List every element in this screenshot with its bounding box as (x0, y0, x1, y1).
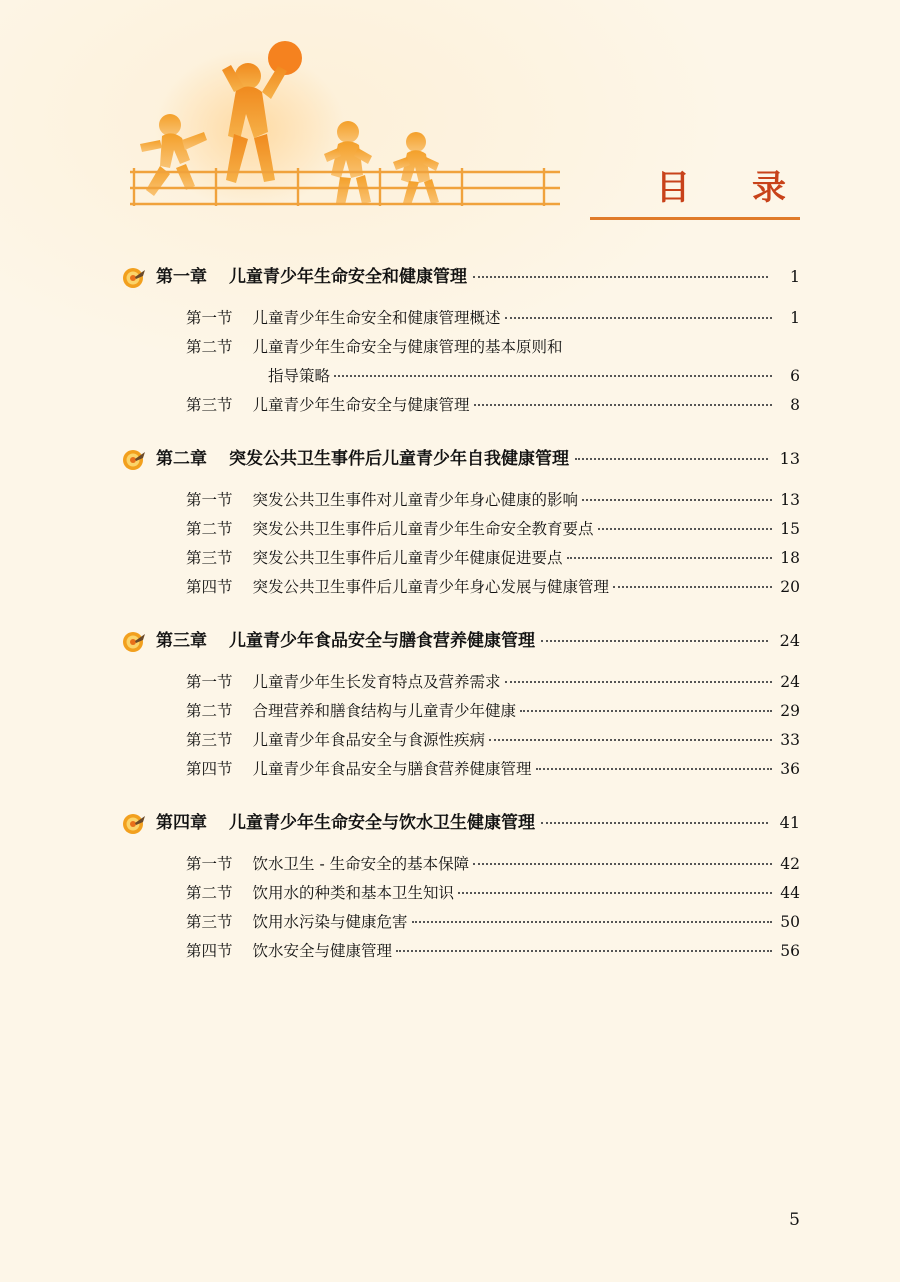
toc-section-group (0, 852, 900, 968)
section-title: 儿童青少年生长发育特点及营养需求 (252, 673, 501, 691)
section-number: 第二节 (186, 520, 233, 538)
chapter-page-number: 1 (789, 267, 800, 286)
figure-standing-right-2 (393, 132, 439, 205)
toc-section-group (0, 306, 900, 422)
section-page-number: 13 (780, 491, 800, 509)
toc-section-entry[interactable] (0, 939, 900, 968)
chapter-title: 突发公共卫生事件后儿童青少年自我健康管理 (229, 449, 569, 469)
toc-section-entry[interactable] (0, 852, 900, 881)
page-title (590, 160, 800, 220)
section-title: 饮水安全与健康管理 (252, 942, 393, 960)
section-title: 突发公共卫生事件后儿童青少年健康促进要点 (252, 549, 563, 567)
chapter-title: 儿童青少年生命安全与饮水卫生健康管理 (229, 813, 535, 833)
section-page-number: 42 (780, 855, 800, 873)
toc-chapter (0, 808, 900, 968)
section-page-number: 33 (780, 731, 800, 749)
section-title: 儿童青少年食品安全与膳食营养健康管理 (252, 760, 532, 778)
section-number: 第三节 (186, 731, 233, 749)
toc-chapter-entry[interactable] (0, 262, 900, 296)
leader-dots (473, 863, 772, 865)
section-page-number: 6 (790, 367, 800, 385)
leader-dots (505, 681, 772, 683)
header-illustration (120, 20, 580, 220)
section-title: 儿童青少年生命安全和健康管理概述 (252, 309, 501, 327)
section-page-number: 44 (780, 884, 800, 902)
target-bullet-icon (122, 266, 146, 290)
chapter-page-number: 24 (779, 631, 800, 650)
leader-dots (598, 528, 772, 530)
leader-dots (505, 317, 772, 319)
toc-section-entry[interactable] (0, 670, 900, 699)
section-page-number: 50 (780, 913, 800, 931)
toc-section-continuation[interactable] (0, 364, 900, 393)
toc-section-entry[interactable] (0, 546, 900, 575)
leader-dots (396, 950, 772, 952)
section-title: 饮用水污染与健康危害 (252, 913, 408, 931)
section-number: 第二节 (186, 338, 233, 356)
section-number: 第三节 (186, 549, 233, 567)
chapter-number: 第三章 (156, 631, 207, 651)
toc-section-entry[interactable] (0, 575, 900, 604)
toc-section-entry[interactable] (0, 306, 900, 335)
toc-chapter-entry[interactable] (0, 444, 900, 478)
leader-dots (536, 768, 772, 770)
section-title: 合理营养和膳食结构与儿童青少年健康 (252, 702, 517, 720)
page-folio: 5 (789, 1210, 800, 1230)
toc-section-entry[interactable] (0, 910, 900, 939)
leader-dots (474, 404, 772, 406)
section-number: 第四节 (186, 578, 233, 596)
section-title: 饮用水的种类和基本卫生知识 (252, 884, 455, 902)
toc-chapter (0, 262, 900, 422)
chapter-number: 第四章 (156, 813, 207, 833)
section-title: 饮水卫生 - 生命安全的基本保障 (252, 855, 470, 873)
section-page-number: 8 (790, 396, 800, 414)
section-page-number: 18 (780, 549, 800, 567)
section-title: 儿童青少年食品安全与食源性疾病 (252, 731, 486, 749)
toc-chapter-entry[interactable] (0, 626, 900, 660)
section-page-number: 36 (780, 760, 800, 778)
toc-section-entry[interactable] (0, 488, 900, 517)
section-number: 第三节 (186, 396, 233, 414)
toc-chapter (0, 444, 900, 604)
section-page-number: 24 (780, 673, 800, 691)
section-title-continuation: 指导策略 (268, 367, 331, 385)
chapter-number: 第一章 (156, 267, 207, 287)
section-page-number: 20 (780, 578, 800, 596)
toc-chapter-entry[interactable] (0, 808, 900, 842)
leader-dots (412, 921, 772, 923)
chapter-number: 第二章 (156, 449, 207, 469)
section-title: 突发公共卫生事件对儿童青少年身心健康的影响 (252, 491, 579, 509)
chapter-title: 儿童青少年食品安全与膳食营养健康管理 (229, 631, 535, 651)
leader-dots (541, 822, 768, 824)
leader-dots (613, 586, 772, 588)
leader-dots (575, 458, 768, 460)
section-number: 第一节 (186, 309, 233, 327)
leader-dots (541, 640, 768, 642)
section-number: 第二节 (186, 702, 233, 720)
target-bullet-icon (122, 812, 146, 836)
target-bullet-icon (122, 630, 146, 654)
section-page-number: 1 (790, 309, 800, 327)
toc-section-entry[interactable] (0, 881, 900, 910)
toc-section-group (0, 488, 900, 604)
leader-dots (334, 375, 772, 377)
section-page-number: 15 (780, 520, 800, 538)
toc-content (0, 262, 900, 990)
leader-dots (520, 710, 772, 712)
chapter-page-number: 41 (779, 813, 800, 832)
title-underline (590, 217, 800, 220)
chapter-page-number: 13 (779, 449, 800, 468)
section-page-number: 29 (780, 702, 800, 720)
toc-section-entry[interactable] (0, 335, 900, 364)
target-bullet-icon (122, 448, 146, 472)
section-number: 第四节 (186, 942, 233, 960)
section-number: 第二节 (186, 884, 233, 902)
section-number: 第一节 (186, 491, 233, 509)
section-number: 第三节 (186, 913, 233, 931)
toc-chapter (0, 626, 900, 786)
section-number: 第一节 (186, 673, 233, 691)
leader-dots (458, 892, 772, 894)
leader-dots (489, 739, 772, 741)
leader-dots (567, 557, 772, 559)
toc-section-entry[interactable] (0, 699, 900, 728)
section-number: 第四节 (186, 760, 233, 778)
section-title: 儿童青少年生命安全与健康管理的基本原则和 (252, 338, 563, 356)
toc-title-text: 目 录 (656, 168, 800, 208)
leader-dots (473, 276, 768, 278)
toc-section-entry[interactable] (0, 728, 900, 757)
page-header (0, 0, 900, 240)
section-number: 第一节 (186, 855, 233, 873)
toc-section-entry[interactable] (0, 393, 900, 422)
chapter-title: 儿童青少年生命安全和健康管理 (229, 267, 467, 287)
section-title: 儿童青少年生命安全与健康管理 (252, 396, 470, 414)
leader-dots (582, 499, 772, 501)
section-page-number: 56 (780, 942, 800, 960)
toc-section-group (0, 670, 900, 786)
section-title: 突发公共卫生事件后儿童青少年生命安全教育要点 (252, 520, 594, 538)
section-title: 突发公共卫生事件后儿童青少年身心发展与健康管理 (252, 578, 610, 596)
toc-section-entry[interactable] (0, 517, 900, 546)
toc-section-entry[interactable] (0, 757, 900, 786)
